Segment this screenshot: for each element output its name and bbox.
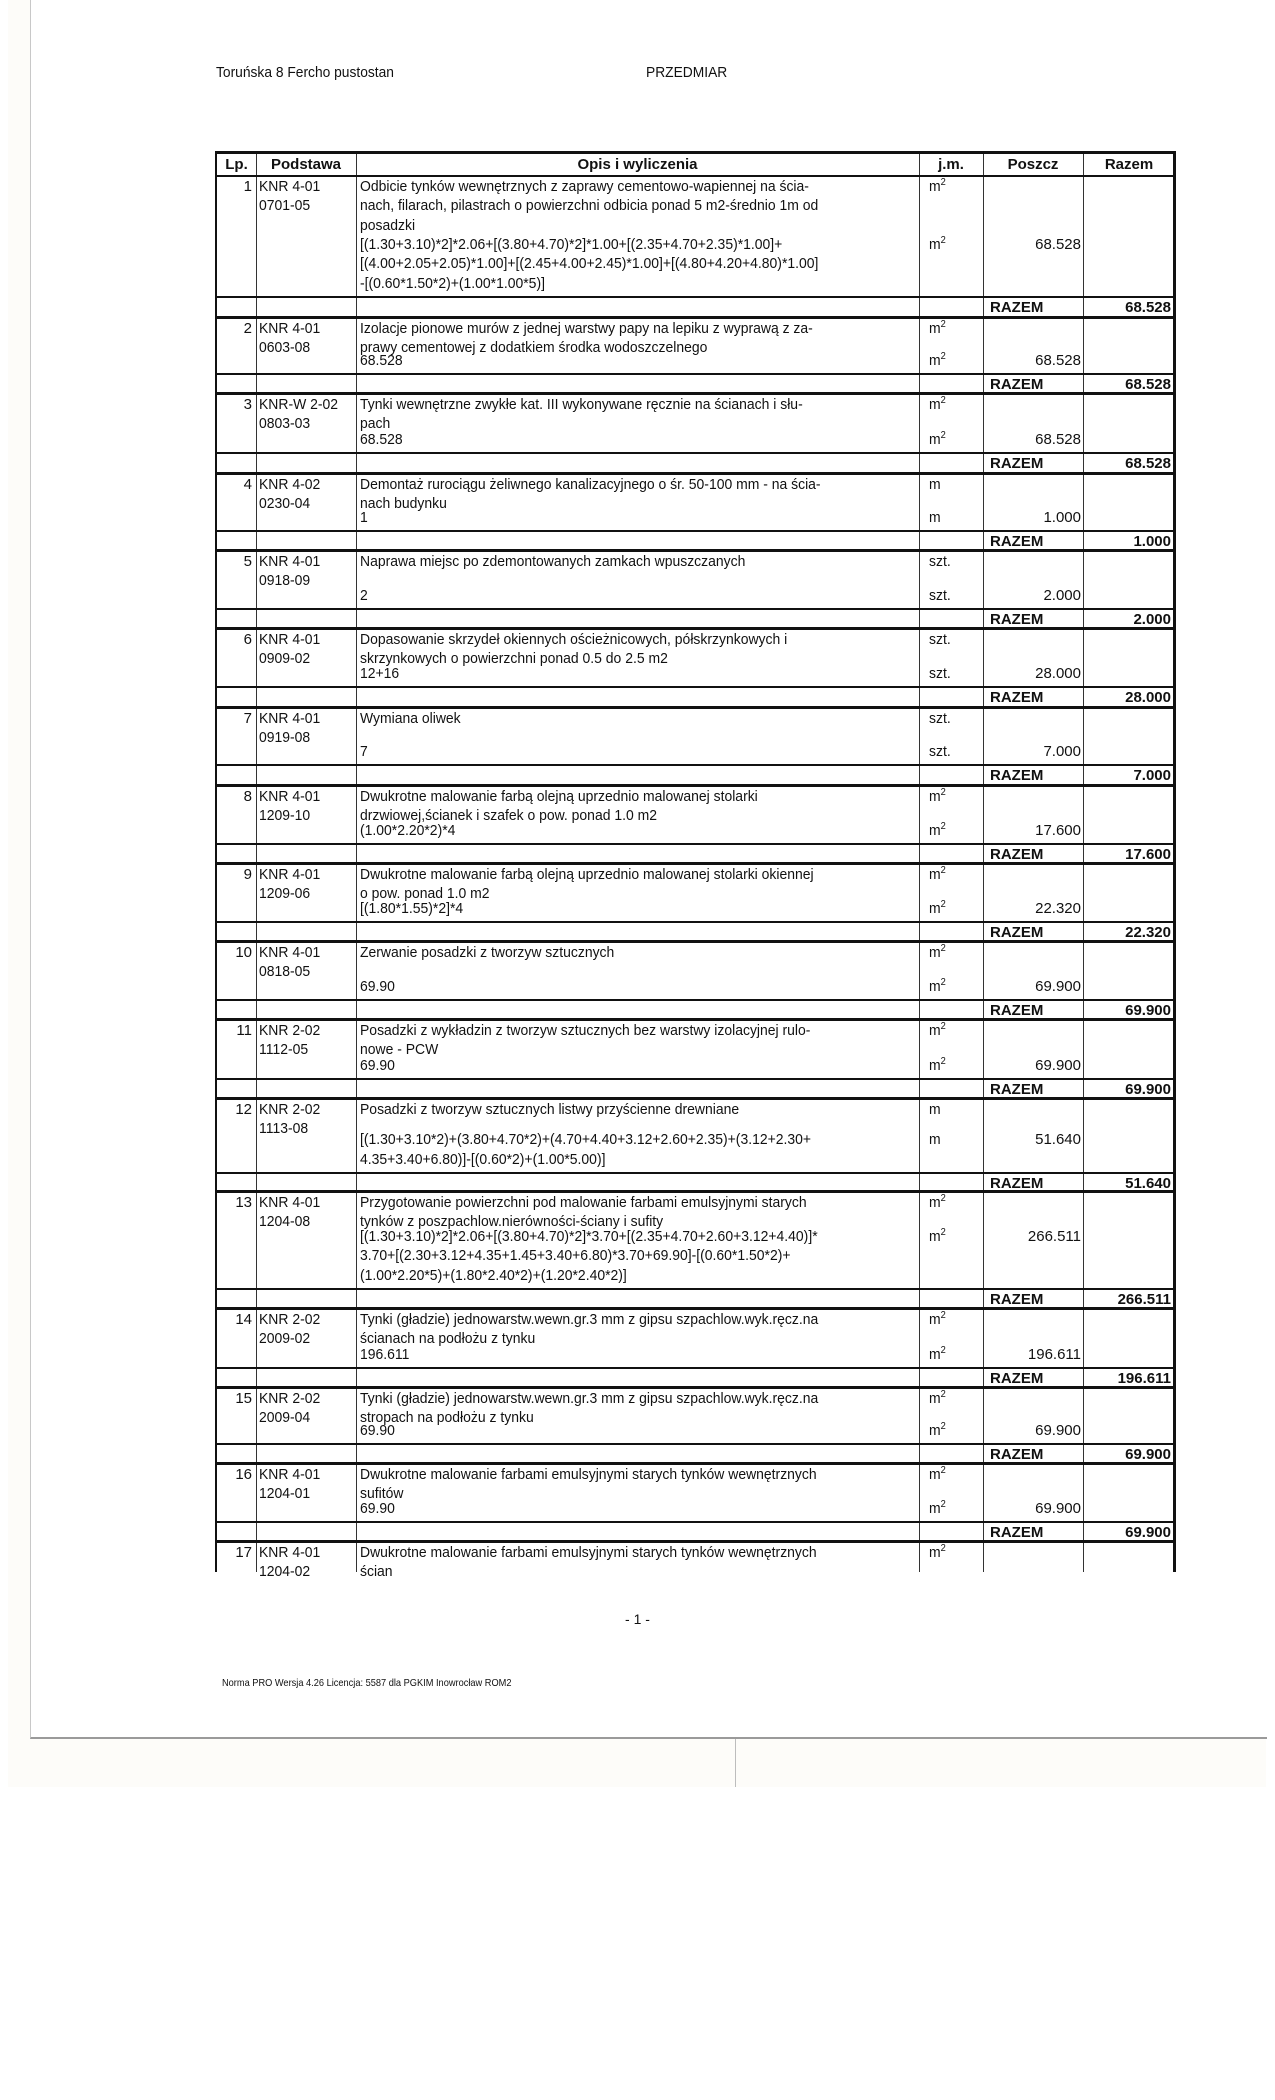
header-jm: j.m. (938, 156, 964, 173)
calculation-unit: $m^2$ (929, 350, 946, 369)
unit-of-measure: $m^2$ (929, 1465, 946, 1483)
software-license-note: Norma PRO Wersja 4.26 Licencja: 5587 dla PGKIM Inowrocław ROM2 (222, 1677, 512, 1689)
norm-reference: KNR 4-01 0918-09 (259, 553, 321, 590)
table-row (217, 319, 1173, 375)
razem-label: RAZEM (990, 299, 1044, 316)
header-podstawa: Podstawa (270, 156, 342, 173)
item-description: Dwukrotne malowanie farbą olejną uprzednio malowanej stolarki okiennej o pow. ponad 1.0 m2 (360, 866, 814, 903)
razem-total: 17.600 (1125, 846, 1171, 863)
row-number: 6 (243, 631, 252, 648)
partial-quantity: 7.000 (1043, 742, 1081, 760)
table-header-row (217, 154, 1173, 177)
razem-total: 68.528 (1125, 299, 1171, 316)
calculation-unit: szt. (929, 742, 951, 760)
razem-row (217, 923, 1173, 943)
partial-quantity: 17.600 (1035, 821, 1081, 839)
partial-quantity: 69.900 (1035, 1421, 1081, 1439)
unit-of-measure: m (929, 476, 941, 493)
partial-quantity: 1.000 (1043, 508, 1081, 526)
calculation-line (217, 664, 1173, 683)
partial-quantity: 51.640 (1035, 1131, 1081, 1149)
partial-quantity: 69.900 (1035, 1499, 1081, 1517)
header-opis: Opis i wyliczenia (577, 156, 698, 173)
table-row (217, 1021, 1173, 1080)
table-row (217, 865, 1173, 923)
razem-label: RAZEM (990, 455, 1044, 472)
norm-reference: KNR 4-01 1204-08 (259, 1194, 321, 1231)
unit-of-measure: szt. (929, 710, 951, 727)
project-name: Toruńska 8 Fercho pustostan (216, 64, 394, 81)
unit-of-measure: $m^2$ (929, 787, 946, 805)
table-row (217, 395, 1173, 454)
table-row (217, 1389, 1173, 1445)
row-number: 15 (235, 1390, 252, 1407)
partial-quantity: 69.900 (1035, 977, 1081, 995)
norm-reference: KNR 4-01 1209-10 (259, 788, 321, 825)
razem-label: RAZEM (990, 924, 1044, 941)
table-row (217, 943, 1173, 1001)
row-number: 13 (235, 1194, 252, 1211)
unit-of-measure: $m^2$ (929, 1310, 946, 1328)
calculation-unit: m (929, 1131, 941, 1149)
razem-row (217, 845, 1173, 865)
calculation-unit: $m^2$ (929, 1420, 946, 1439)
razem-total: 196.611 (1117, 1370, 1171, 1387)
unit-of-measure: $m^2$ (929, 1543, 946, 1561)
calculation-formula: 196.611 (360, 1345, 410, 1363)
norm-reference: KNR 4-02 0230-04 (259, 476, 321, 513)
row-number: 10 (235, 944, 252, 961)
razem-label: RAZEM (990, 376, 1044, 393)
row-number: 3 (243, 396, 252, 413)
calculation-line (217, 899, 1173, 918)
razem-total: 266.511 (1117, 1291, 1171, 1308)
table-row (217, 1465, 1173, 1523)
norm-reference: KNR 4-01 0909-02 (259, 631, 321, 668)
calculation-line (217, 235, 1173, 293)
calculation-line (217, 742, 1173, 761)
calculation-formula: [(1.30+3.10)*2]*2.06+[(3.80+4.70)*2]*3.70+[(2.35+4.70+2.60+3.12+4.40)]* 3.70+[(2.30+3.12+4.35+1.45+3.40+6.80)*3.70+69.90]-[(0.60*1.50*2)+ (1.00*2.20*5)+(1.80*2.40*2)+(1.20*2.40*2)] (360, 1228, 818, 1284)
page-number: - 1 - (625, 1611, 650, 1627)
razem-row (217, 532, 1173, 552)
norm-reference: KNR 4-01 1209-06 (259, 866, 321, 903)
partial-quantity: 196.611 (1027, 1345, 1081, 1363)
calculation-line (217, 1227, 1173, 1285)
item-description: Izolacje pionowe murów z jednej warstwy papy na lepiku z wyprawą z za- prawy cementowej z dodatkiem środka wodoszczelnego (360, 320, 813, 357)
razem-total: 2.000 (1133, 611, 1171, 628)
razem-label: RAZEM (990, 1291, 1044, 1308)
razem-total: 68.528 (1125, 376, 1171, 393)
item-description: Dwukrotne malowanie farbą olejną uprzednio malowanej stolarki drzwiowej,ścianek i szafek o pow. ponad 1.0 m2 (360, 788, 758, 825)
unit-of-measure: $m^2$ (929, 177, 946, 195)
row-number: 9 (243, 866, 252, 883)
norm-reference: KNR 4-01 0603-08 (259, 320, 321, 357)
razem-total: 69.900 (1125, 1081, 1171, 1098)
norm-reference: KNR 4-01 0701-05 (259, 178, 321, 215)
row-number: 5 (243, 553, 252, 570)
calculation-unit: szt. (929, 664, 951, 682)
calculation-unit: $m^2$ (929, 429, 946, 448)
calculation-line (217, 430, 1173, 449)
calculation-line (217, 1345, 1173, 1364)
norm-reference: KNR 4-01 1204-01 (259, 1466, 321, 1503)
row-number: 12 (235, 1101, 252, 1118)
calculation-unit: $m^2$ (929, 1055, 946, 1074)
calculation-unit: $m^2$ (929, 1227, 946, 1246)
row-number: 8 (243, 788, 252, 805)
razem-row (217, 1174, 1173, 1193)
calculation-unit: m (929, 508, 941, 526)
norm-reference: KNR 4-01 0919-08 (259, 710, 321, 747)
razem-row (217, 1080, 1173, 1100)
table-row (217, 709, 1173, 766)
calculation-unit: $m^2$ (929, 898, 946, 917)
item-description: Zerwanie posadzki z tworzyw sztucznych (360, 944, 615, 961)
calculation-formula: [(1.30+3.10)*2]*2.06+[(3.80+4.70)*2]*1.00+[(2.35+4.70+2.35)*1.00]+ [(4.00+2.05+2.05)*1.00]+[(2.45+4.00+2.45)*1.00]+[(4.80+4.20+4.80)*1.00] -[(0.60*1.50*2)+(1.00*1.00*5)] (360, 236, 819, 292)
bill-of-quantities-table (215, 151, 1176, 1581)
calculation-formula: 1 (360, 508, 368, 526)
calculation-formula: (1.00*2.20*2)*4 (360, 821, 456, 839)
table-row (217, 1543, 1173, 1581)
document-title: PRZEDMIAR (646, 64, 728, 81)
razem-row (217, 1290, 1173, 1310)
norm-reference: KNR 4-01 1204-02 (259, 1544, 321, 1581)
razem-label: RAZEM (990, 533, 1044, 550)
unit-of-measure: $m^2$ (929, 319, 946, 337)
razem-label: RAZEM (990, 1002, 1044, 1019)
razem-total: 69.900 (1125, 1446, 1171, 1463)
calculation-unit: $m^2$ (929, 1498, 946, 1517)
partial-quantity: 28.000 (1035, 664, 1081, 682)
partial-quantity: 69.900 (1035, 1056, 1081, 1074)
unit-of-measure: $m^2$ (929, 1389, 946, 1407)
razem-row (217, 1523, 1173, 1543)
calculation-formula: 12+16 (360, 664, 400, 682)
razem-label: RAZEM (990, 1370, 1044, 1387)
calculation-line (217, 821, 1173, 840)
partial-quantity: 266.511 (1027, 1228, 1081, 1246)
razem-label: RAZEM (990, 846, 1044, 863)
razem-row (217, 1445, 1173, 1465)
item-description: Tynki (gładzie) jednowarstw.wewn.gr.3 mm z gipsu szpachlow.wyk.ręcz.na ścianach na podłożu z tynku (360, 1311, 819, 1348)
calculation-unit: $m^2$ (929, 976, 946, 995)
item-description: Odbicie tynków wewnętrznych z zaprawy cementowo-wapiennej na ścia- nach, filarach, pilastrach o powierzchni odbicia ponad 5 m2-średnio 1m od posadzki (360, 178, 819, 234)
razem-total: 69.900 (1125, 1002, 1171, 1019)
razem-label: RAZEM (990, 1524, 1044, 1541)
row-number: 7 (243, 710, 252, 727)
calculation-formula: 2 (360, 586, 368, 604)
razem-row (217, 454, 1173, 475)
calculation-unit: szt. (929, 586, 951, 604)
calculation-line (217, 1421, 1173, 1440)
row-number: 2 (243, 320, 252, 337)
item-description: Posadzki z tworzyw sztucznych listwy przyścienne drewniane (360, 1101, 740, 1118)
header-poszcz: Poszcz (1007, 156, 1059, 173)
razem-row (217, 1369, 1173, 1389)
table-row (217, 1310, 1173, 1369)
calculation-line (217, 1499, 1173, 1518)
header-lp: Lp. (225, 156, 248, 173)
partial-quantity: 68.528 (1035, 351, 1081, 369)
razem-row (217, 1001, 1173, 1021)
razem-row (217, 688, 1173, 709)
unit-of-measure: szt. (929, 553, 951, 570)
calculation-formula: [(1.30+3.10*2)+(3.80+4.70*2)+(4.70+4.40+3.12+2.60+2.35)+(3.12+2.30+ 4.35+3.40+6.80)]-[(0.60*2)+(1.00*5.00)] (360, 1131, 812, 1168)
unit-of-measure: $m^2$ (929, 1021, 946, 1039)
razem-label: RAZEM (990, 1446, 1044, 1463)
item-description: Demontaż rurociągu żeliwnego kanalizacyjnego o śr. 50-100 mm - na ścia- nach budynku (360, 476, 821, 513)
item-description: Naprawa miejsc po zdemontowanych zamkach wpuszczanych (360, 553, 746, 570)
razem-total: 51.640 (1125, 1175, 1171, 1192)
unit-of-measure: $m^2$ (929, 865, 946, 883)
item-description: Tynki (gładzie) jednowarstw.wewn.gr.3 mm z gipsu szpachlow.wyk.ręcz.na stropach na podłożu z tynku (360, 1390, 819, 1427)
calculation-line (217, 1130, 1173, 1169)
calculation-line (217, 351, 1173, 370)
calculation-line (217, 508, 1173, 527)
calculation-formula: 68.528 (360, 351, 403, 369)
norm-reference: KNR 2-02 2009-04 (259, 1390, 321, 1427)
table-row (217, 1100, 1173, 1174)
table-row (217, 177, 1173, 298)
item-description: Posadzki z wykładzin z tworzyw sztucznych bez warstwy izolacyjnej rulo- nowe - PCW (360, 1022, 811, 1059)
calculation-formula: [(1.80*1.55)*2]*4 (360, 899, 464, 917)
calculation-formula: 7 (360, 742, 368, 760)
row-number: 11 (236, 1022, 252, 1039)
razem-total: 28.000 (1125, 689, 1171, 706)
partial-quantity: 22.320 (1035, 899, 1081, 917)
razem-row (217, 375, 1173, 395)
table-row (217, 552, 1173, 610)
row-number: 1 (243, 178, 252, 195)
norm-reference: KNR-W 2-02 0803-03 (259, 396, 339, 433)
razem-label: RAZEM (990, 1081, 1044, 1098)
razem-row (217, 298, 1173, 319)
item-description: Tynki wewnętrzne zwykłe kat. III wykonywane ręcznie na ścianach i słu- pach (360, 396, 803, 433)
partial-quantity: 2.000 (1043, 586, 1081, 604)
calculation-unit: $m^2$ (929, 235, 946, 254)
calculation-line (217, 1056, 1173, 1075)
calculation-formula: 69.90 (360, 1499, 395, 1517)
table-row (217, 475, 1173, 532)
row-number: 16 (235, 1466, 252, 1483)
calculation-formula: 69.90 (360, 977, 395, 995)
table-row (217, 630, 1173, 688)
item-description: Dwukrotne malowanie farbami emulsyjnymi starych tynków wewnętrznych sufitów (360, 1466, 817, 1503)
calculation-line (217, 977, 1173, 996)
norm-reference: KNR 2-02 1112-05 (259, 1022, 321, 1059)
razem-row (217, 610, 1173, 630)
razem-label: RAZEM (990, 611, 1044, 628)
item-description: Dopasowanie skrzydeł okiennych ościeżnicowych, półskrzynkowych i skrzynkowych o powierzchni ponad 0.5 do 2.5 m2 (360, 631, 788, 668)
calculation-formula: 69.90 (360, 1421, 395, 1439)
partial-quantity: 68.528 (1035, 236, 1081, 254)
calculation-unit: $m^2$ (929, 1344, 946, 1363)
unit-of-measure: $m^2$ (929, 943, 946, 961)
razem-label: RAZEM (990, 689, 1044, 706)
row-number: 4 (243, 476, 252, 493)
razem-total: 68.528 (1125, 455, 1171, 472)
table-row (217, 787, 1173, 845)
calculation-formula: 68.528 (360, 430, 403, 448)
razem-label: RAZEM (990, 767, 1044, 784)
row-number: 14 (235, 1311, 252, 1328)
unit-of-measure: $m^2$ (929, 1193, 946, 1211)
header-razem: Razem (1104, 156, 1154, 173)
calculation-line (217, 586, 1173, 605)
razem-total: 69.900 (1125, 1524, 1171, 1541)
calculation-unit: $m^2$ (929, 820, 946, 839)
scan-divider (735, 1739, 736, 1787)
item-description: Wymiana oliwek (360, 710, 461, 727)
razem-row (217, 766, 1173, 787)
unit-of-measure: m (929, 1101, 941, 1118)
unit-of-measure: $m^2$ (929, 395, 946, 413)
unit-of-measure: szt. (929, 631, 951, 648)
norm-reference: KNR 2-02 2009-02 (259, 1311, 321, 1348)
razem-total: 22.320 (1125, 924, 1171, 941)
calculation-formula: 69.90 (360, 1056, 395, 1074)
item-description: Przygotowanie powierzchni pod malowanie farbami emulsyjnymi starych tynków z poszpachlow.nierówności-ściany i sufity (360, 1194, 807, 1231)
norm-reference: KNR 2-02 1113-08 (259, 1101, 321, 1138)
norm-reference: KNR 4-01 0818-05 (259, 944, 321, 981)
table-row (217, 1193, 1173, 1290)
razem-total: 7.000 (1133, 767, 1171, 784)
razem-label: RAZEM (990, 1175, 1044, 1192)
razem-total: 1.000 (1133, 533, 1171, 550)
row-number: 17 (235, 1544, 252, 1561)
item-description: Dwukrotne malowanie farbami emulsyjnymi starych tynków wewnętrznych ścian (360, 1544, 817, 1581)
partial-quantity: 68.528 (1035, 430, 1081, 448)
